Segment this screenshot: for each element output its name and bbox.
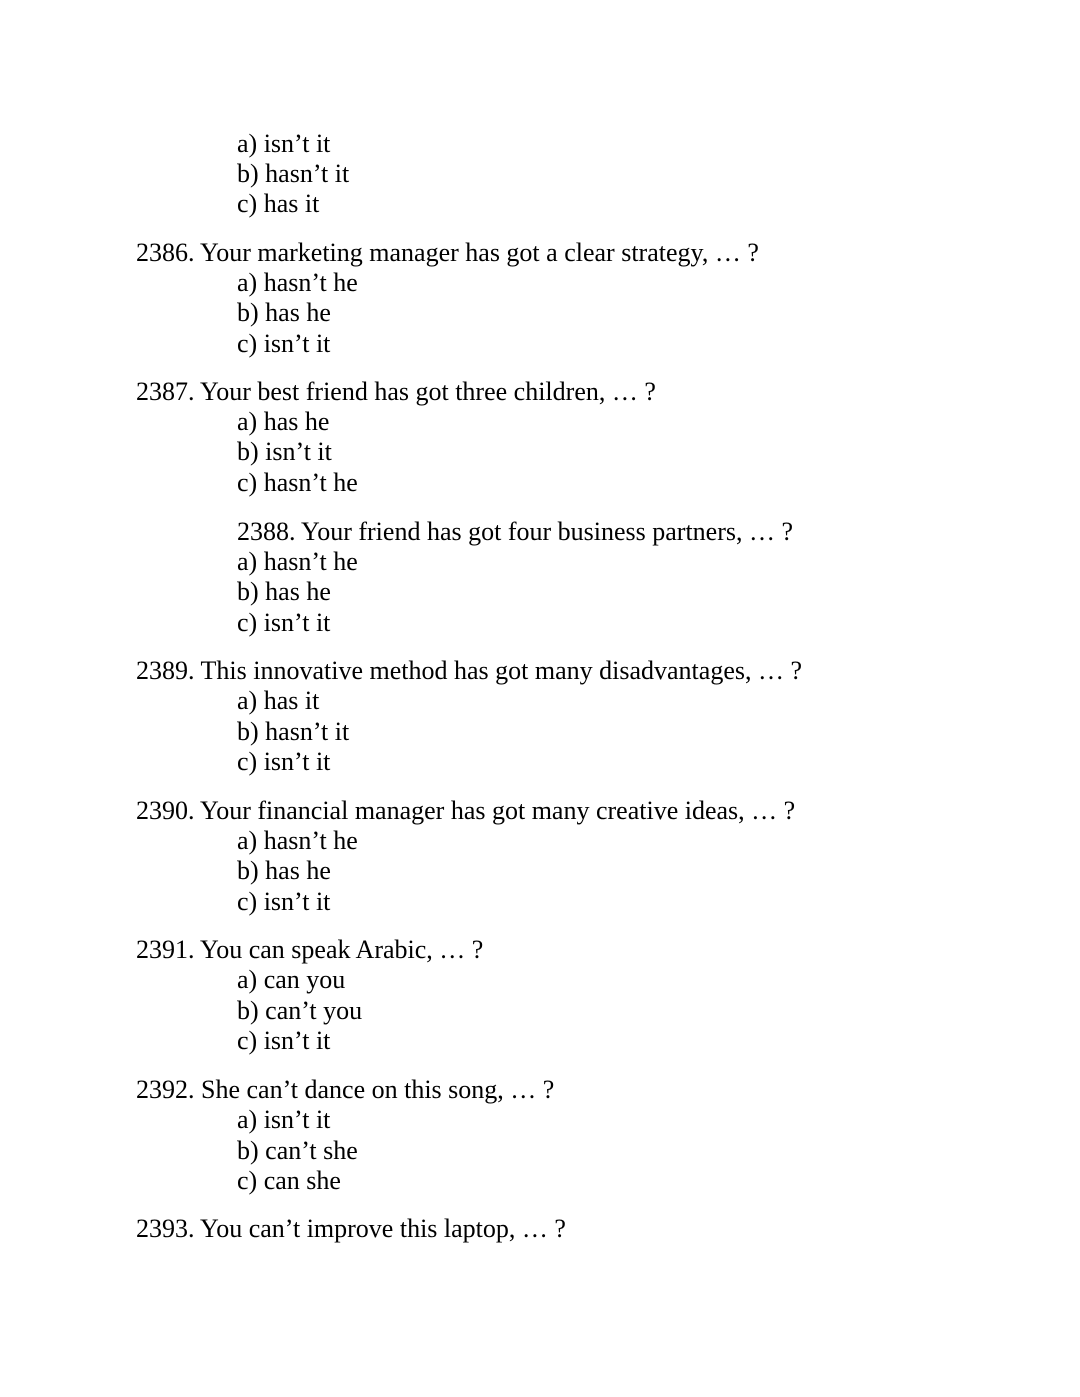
question-2393: 2393. You can’t improve this laptop, … ? [136, 1214, 566, 1243]
question-2388: 2388. Your friend has got four business partners, … ? [237, 517, 794, 546]
option-c: c) can she [237, 1166, 341, 1195]
option-a: a) hasn’t he [237, 547, 358, 576]
option-b: b) has he [237, 577, 331, 606]
option-a: a) isn’t it [237, 1105, 331, 1134]
option-c: c) isn’t it [237, 608, 331, 637]
option-b: b) hasn’t it [237, 159, 350, 188]
option-b: b) hasn’t it [237, 717, 350, 746]
question-2386: 2386. Your marketing manager has got a clear strategy, … ? [136, 238, 759, 267]
option-c: c) isn’t it [237, 747, 331, 776]
option-b: b) isn’t it [237, 437, 332, 466]
option-b: b) can’t you [237, 996, 363, 1025]
option-c: c) isn’t it [237, 1026, 331, 1055]
option-c: c) isn’t it [237, 329, 331, 358]
option-a: a) can you [237, 965, 346, 994]
option-b: b) can’t she [237, 1136, 358, 1165]
option-c: c) isn’t it [237, 887, 331, 916]
option-a: a) hasn’t he [237, 268, 358, 297]
option-a: a) has it [237, 686, 320, 715]
option-a: a) hasn’t he [237, 826, 358, 855]
option-a: a) has he [237, 407, 330, 436]
option-c: c) has it [237, 189, 320, 218]
option-a: a) isn’t it [237, 129, 331, 158]
question-2387: 2387. Your best friend has got three children, … ? [136, 377, 656, 406]
question-2392: 2392. She can’t dance on this song, … ? [136, 1075, 555, 1104]
option-b: b) has he [237, 856, 331, 885]
option-c: c) hasn’t he [237, 468, 358, 497]
question-2389: 2389. This innovative method has got many disadvantages, … ? [136, 656, 803, 685]
question-2391: 2391. You can speak Arabic, … ? [136, 935, 484, 964]
question-2390: 2390. Your financial manager has got many creative ideas, … ? [136, 796, 796, 825]
option-b: b) has he [237, 298, 331, 327]
